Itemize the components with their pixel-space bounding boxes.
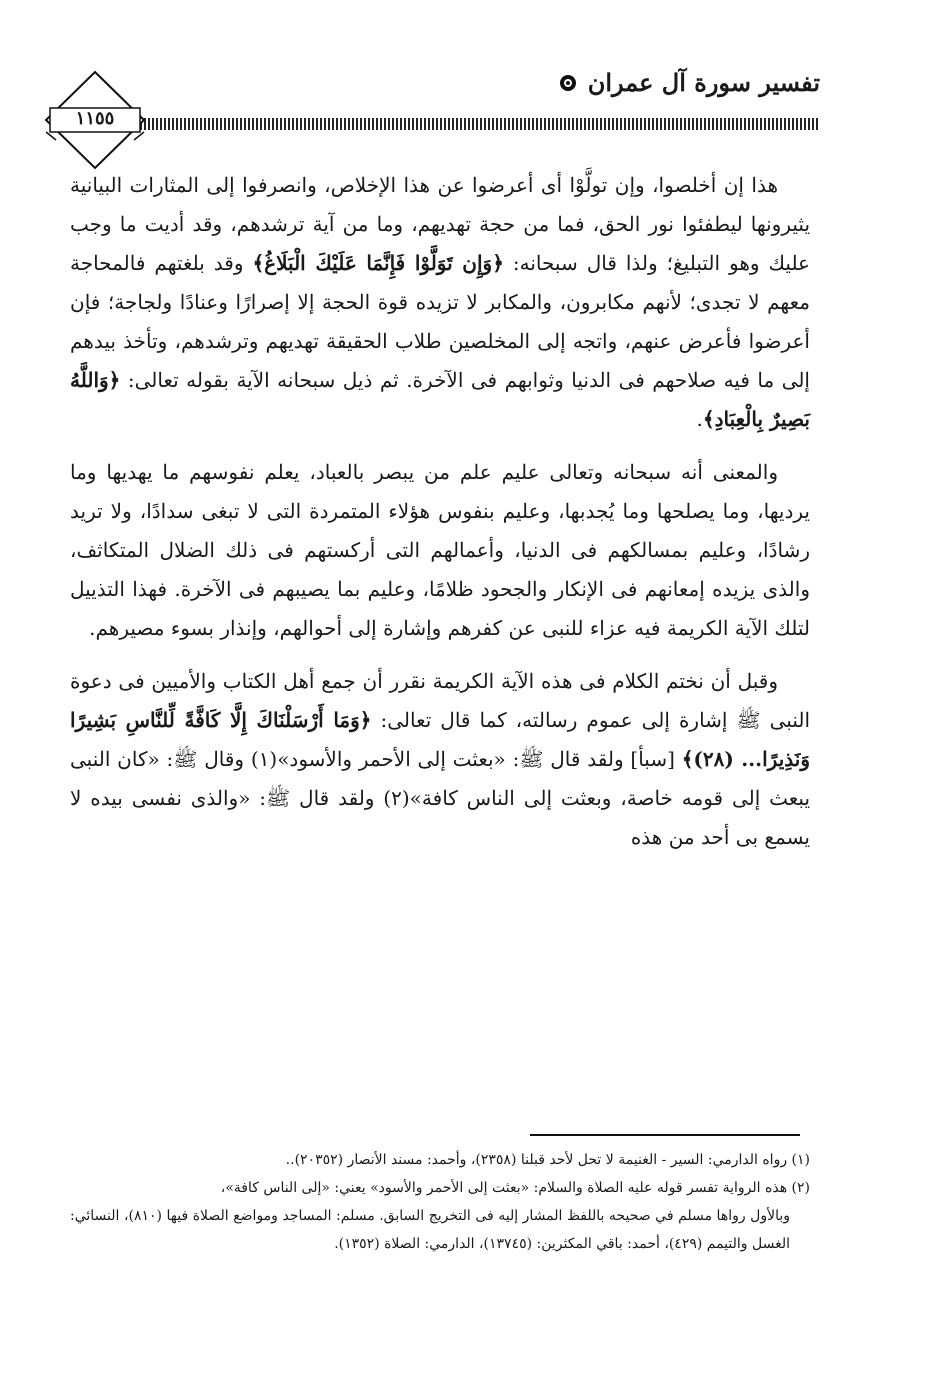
footnotes-divider [530, 1134, 800, 1136]
footnote-2: (٢) هذه الرواية تفسر قوله عليه الصلاة والسلام: «بعثت إلى الأحمر والأسود» يعني: «إلى الناس كافة»، [220, 1180, 810, 1196]
header-rule [120, 118, 820, 130]
paragraph-1-line-1: هذا إن أخلصوا، وإن تولَّوْا أى أعرضوا عن هذا الإخلاص، وانصرفوا إلى [206, 173, 779, 197]
paragraph-2: والمعنى أنه سبحانه وتعالى عليم علم من يبصر بالعباد، يعلم نفوسهم ما يهديها وما يرديها، وما يصلحها وما يُجدبها، وعليم بنفوس هؤلاء المتمردة التى لا تبغى سدادًا، ولا تريد رشادًا، وعليم بمسالكهم فى الدنيا، وأعمالهم التى أركستهم فى ذلك الضلال المتكاثف، والذى يزيده إمعانهم فى الإنكار والجحود ظلامًا، وعليم بما يصيبهم فى الآخرة. فهذا التذييل لتلك الآية الكريمة فيه عزاء للنبى عن كفرهم وإشارة إلى أحوالهم، وإنذار بسوء مصيرهم. [70, 460, 810, 640]
flower-ornament-icon [558, 73, 578, 93]
paragraph-1-end: . [696, 407, 703, 431]
paragraph-1-line-3a: ترشدهم، وقد أديت ما وجب عليك وهو التبليغ؛ ولذا قال سبحانه: [70, 212, 810, 275]
header-title-group [558, 68, 820, 97]
footnote-1: (١) رواه الدارمي: السير - الغنيمة لا تحل لأحد قبلنا (٢٣٥٨)، وأحمد: مسند الأنصار (٢٠٣٥٢).. [285, 1152, 810, 1168]
paragraph-1-line-2: المثارات البيانية يثيرونها ليطفئوا نور الحق، فما من حجة تهديهم، وما من آية [70, 173, 811, 236]
footnote-2-continued: وبالأول رواها مسلم في صحيحه باللفظ المشار إليه فى التخريج السابق. مسلم: المساجد ومواضع الصلاة فيها (٨١٠)، النسائي: الغسل والتيمم (٤٢٩)، أحمد: باقي المكثرين: (١٣٧٤٥)، الدارمي: الصلاة (١٣٥٢). [70, 1208, 790, 1252]
quran-quote-2: ﴿وَاللَّهُ بَصِيرٌ بِالْعِبَادِ﴾ [70, 368, 810, 431]
quran-quote-3: ﴿وَمَا أَرْسَلْنَاكَ إِلَّا كَافَّةً لِّلنَّاسِ بَشِيرًا وَنَذِيرًا... (٢٨)﴾ [70, 708, 811, 771]
paragraph-1-line-3b: وقد بلغتهم فالمحاجة معهم لا تجدى؛ لأنهم مكابرون، والمكابر لا تزيده قوة الحجة إلا إصرارًا وعنادًا ولجاجة؛ فإن أعرضوا فأعرض عنهم، واتجه إلى المخلصين طلاب الحقيقة تهديهم وترشدهم، وتأخذ بيدهم إلى ما فيه صلاحهم فى الدنيا وثوابهم فى الآخرة. ثم ذيل سبحانه الآية بقوله تعالى: [70, 251, 810, 392]
paragraph-3b: [سبأ] ولقد قال ﷺ: «بعثت إلى الأحمر والأسود»(١) وقال ﷺ: «كان النبى يبعث إلى قومه خاصة، وبعثت إلى الناس كافة»(٢) ولقد قال ﷺ: «والذى نفسى بيده لا يسمع بى أحد من هذه [70, 747, 811, 849]
paragraph-1 [70, 166, 810, 439]
header-title: تفسير سورة آل عمران [587, 68, 820, 97]
page-number: ١١٥٥ [75, 108, 115, 129]
page-number-badge [40, 70, 150, 170]
main-text [70, 166, 810, 871]
footnotes [70, 1146, 810, 1258]
paragraph-3a: وقبل أن نختم الكلام فى هذه الآية الكريمة نقرر أن جمع أهل الكتاب والأميين فى دعوة النبى ﷺ إشارة إلى عموم رسالته، كما قال تعالى: [70, 669, 811, 732]
quran-quote-1: ﴿وَإِن تَوَلَّوْا فَإِنَّمَا عَلَيْكَ الْبَلَاغُ﴾ [252, 251, 504, 275]
page-header [40, 60, 820, 160]
paragraph-3 [70, 662, 810, 857]
